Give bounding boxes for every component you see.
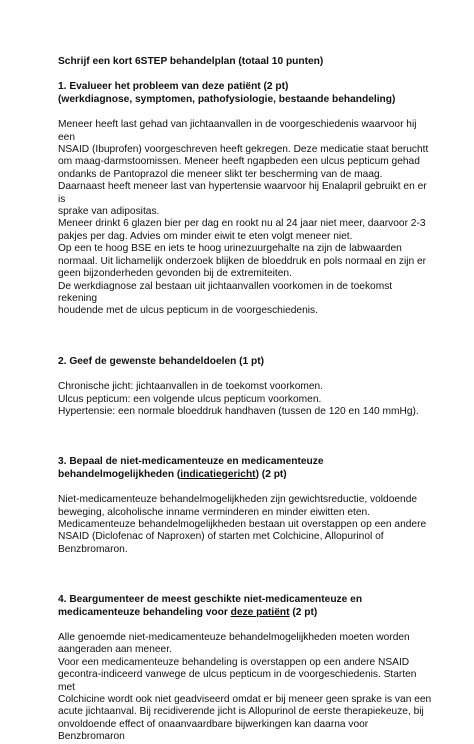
section-4-line: acute jichtaanval. Bij recidiverende jicht is Allopurinol de eerste therapiekeuze, bij [58,706,424,718]
section-3-line: NSAID (Diclofenac of Naproxen) of starten met Colchicine, Allopurinol of [58,531,384,543]
section-4-line: onvoldoende effect of onaanvaardbare bijwerkingen kan daarna voor Benzbromaron [58,718,369,743]
section-1-heading [58,81,434,106]
section-1-line: Meneer drinkt 6 glazen bier per dag en rookt nu al 24 jaar niet meer, daarvoor 2-3 [58,218,426,230]
section-1-line: ondanks de Pantoprazol die meneer slikt ter bescherming van de maag. [58,168,383,180]
section-4-line: aangeraden aan meneer. [58,644,172,656]
section-1-line: pakjes per dag. Advies om minder eiwit te eten volgt meneer niet. [58,230,353,242]
section-1-line: NSAID (Ibuprofen) voorgeschreven heeft gekregen. Deze medicatie staat beruchtt [58,144,429,156]
section-3-line: Benzbromaron. [58,543,128,555]
section-1-line: sprake van adipositas. [58,206,160,218]
section-3-heading-pre: behandelmogelijkheden ( [58,468,181,480]
section-2-body [58,381,434,418]
section-4-line: Colchicine wordt ook niet geadviseerd omdat er bij meneer geen sprake is van een [58,694,432,706]
section-4 [58,594,434,743]
section-3-heading-line2 [58,469,434,481]
section-4-body [58,632,434,744]
section-4-heading-line2 [58,607,434,619]
section-3-body [58,494,434,556]
section-3-line: beweging, alcoholische inname verminderen en minder eiwitten eten. [58,506,371,518]
section-2-line: Hypertensie: een normale bloeddruk handhaven (tussen de 120 en 140 mmHg). [58,405,419,417]
section-4-heading-post: (2 pt) [289,606,318,618]
section-4-heading-underlined: deze patiënt [230,606,290,618]
section-1-line: geen bijzonderheden gevonden bij de extremiteiten. [58,268,292,280]
section-3-heading [58,456,434,481]
section-2-line: Chronische jicht: jichtaanvallen in de toekomst voorkomen. [58,381,324,393]
section-1-line: De werkdiagnose zal bestaan uit jichtaanvallen voorkomen in de toekomst rekening [58,280,393,304]
section-3-heading-underlined: indicatiegericht [180,468,256,480]
document-title: Schrijf een kort 6STEP behandelplan (totaal 10 punten) [58,56,324,67]
section-4-line: Voor een medicamenteuze behandeling is overstappen op een andere NSAID [58,656,410,668]
section-1-body [58,119,434,318]
section-3-heading-post: ) (2 pt) [255,468,287,480]
section-3-line: Niet-medicamenteuze behandelmogelijkheden zijn gewichtsreductie, voldoende [58,494,418,506]
section-4-heading-line1: 4. Beargumenteer de meest geschikte niet-medicamenteuze en [58,594,363,606]
section-4-heading-pre: medicamenteuze behandeling voor [58,606,231,618]
section-4-line: gecontra-indiceerd vanwege de ulcus pepticum in de voorgeschiedenis. Starten met [58,669,417,693]
section-2 [58,356,434,419]
section-4-line: Alle genoemde niet-medicamenteuze behandelmogelijkheden moeten worden [58,632,410,643]
section-2-heading: 2. Geef de gewenste behandeldoelen (1 pt) [58,355,265,367]
section-1-line: Meneer heeft last gehad van jichtaanvallen in de voorgeschiedenis waarvoor hij een [58,119,417,143]
section-1 [58,81,434,317]
section-1-line: om maag-darmstoomissen. Meneer heeft ngapbeden een ulcus pepticum gehad [58,156,420,168]
section-1-line: normaal. Uit lichamelijk onderzoek blijken de bloeddruk en pols normaal en zijn er [58,255,427,267]
section-1-heading-line1: 1. Evalueer het probleem van deze patiënt (2 pt) [58,81,289,93]
section-1-line: Op een te hoog BSE en iets te hoog urinezuurgehalte na zijn de labwaarden [58,243,402,255]
section-1-line: houdende met de ulcus pepticum in de voorgeschiedenis. [58,305,318,317]
section-2-line: Ulcus pepticum: een volgende ulcus pepticum voorkomen. [58,393,322,405]
section-4-heading [58,594,434,619]
section-1-line: Daarnaast heeft meneer last van hypertensie waarvoor hij Enalapril gebruikt en er is [58,181,427,205]
section-3-heading-line1: 3. Bepaal de niet-medicamenteuze en medicamenteuze [58,456,324,468]
section-3 [58,456,434,556]
section-3-line: Medicamenteuze behandelmogelijkheden bestaan uit overstappen op een andere [58,518,427,530]
section-1-heading-line2: (werkdiagnose, symptomen, pathofysiologie, bestaande behandeling) [58,93,396,105]
